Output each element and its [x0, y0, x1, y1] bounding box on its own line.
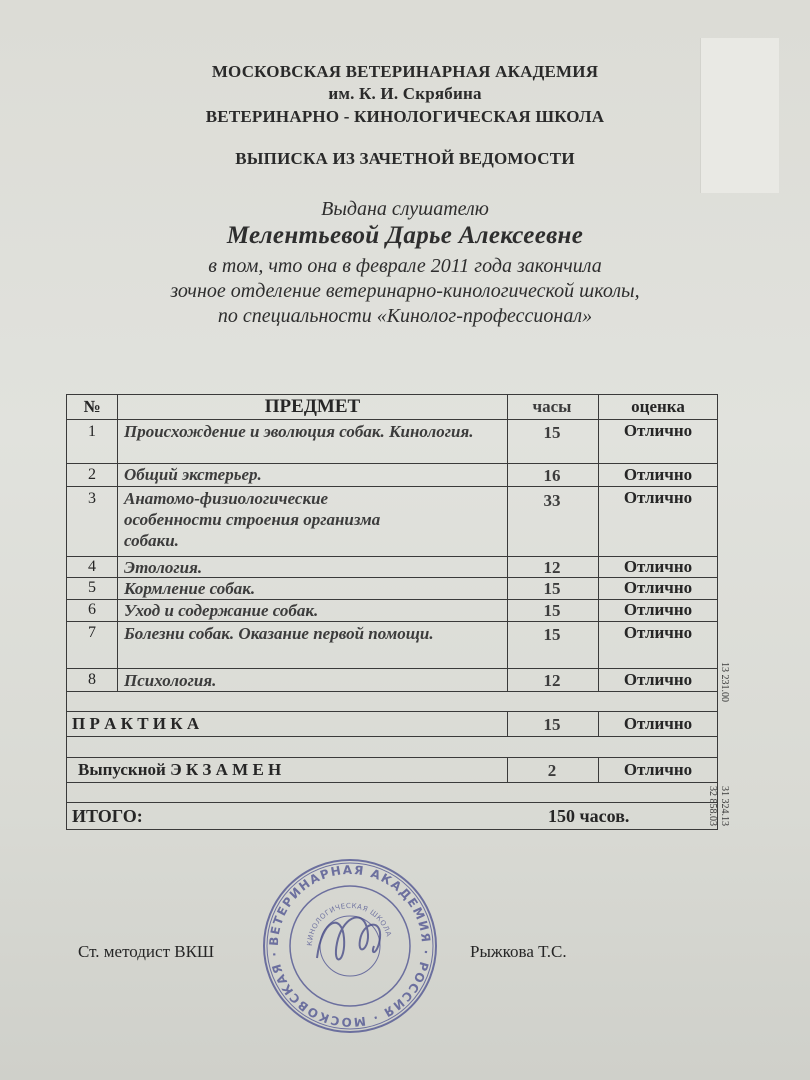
exam-label: Выпускной Э К З А М Е Н [78, 760, 282, 779]
row-6-num: 6 [88, 601, 96, 618]
exam-hours: 2 [547, 761, 557, 780]
row-4-num: 4 [88, 558, 96, 575]
side-note-b: 31 324.13 [719, 786, 730, 826]
row-1-grade: Отлично [623, 421, 693, 440]
academy-subtitle: им. К. И. Скрябина [328, 84, 482, 103]
row-6-grade: Отлично [623, 600, 693, 619]
seal-stamp [262, 858, 438, 1034]
row-4-subject: Этология. [124, 558, 203, 577]
row-5-subject: Кормление собак. [124, 579, 256, 598]
footer-position: Ст. методист ВКШ [78, 942, 215, 961]
document-title: ВЫПИСКА ИЗ ЗАЧЕТНОЙ ВЕДОМОСТИ [235, 149, 575, 168]
row-7-grade: Отлично [623, 623, 693, 642]
row-7-hours: 15 [543, 625, 561, 644]
row-7-num: 7 [88, 624, 96, 641]
row-2-hours: 16 [543, 466, 561, 485]
header-subject: ПРЕДМЕТ [264, 396, 361, 417]
side-note-a: 13 231.00 [719, 662, 730, 702]
row-2-subject: Общий экстерьер. [124, 465, 262, 484]
total-value: 150 часов. [548, 806, 630, 826]
row-8-hours: 12 [543, 671, 561, 690]
row-3-grade: Отлично [623, 488, 693, 507]
practice-hours: 15 [543, 715, 561, 734]
svg-text:ВЕТЕРИНАРНАЯ АКАДЕМИЯ · РОССИЯ: ВЕТЕРИНАРНАЯ АКАДЕМИЯ · РОССИЯ · МОСКОВСКАЯ · [266, 862, 434, 1030]
footer-signer: Рыжкова Т.С. [470, 942, 567, 961]
row-6-hours: 15 [543, 601, 561, 620]
row-2-grade: Отлично [623, 465, 693, 484]
row-6-subject: Уход и содержание собак. [124, 601, 319, 620]
school-name: ВЕТЕРИНАРНО - КИНОЛОГИЧЕСКАЯ ШКОЛА [205, 107, 605, 126]
row-5-hours: 15 [543, 579, 561, 598]
header-num: № [83, 397, 101, 416]
row-3-hours: 33 [543, 491, 561, 510]
intro-line-3: по специальности «Кинолог-профессионал» [217, 305, 593, 327]
header-hours: часы [532, 397, 572, 416]
row-4-hours: 12 [543, 558, 561, 577]
side-note-c: 32 858.03 [707, 786, 718, 826]
total-label: ИТОГО: [72, 806, 143, 826]
row-1-num: 1 [88, 423, 96, 440]
exam-grade: Отлично [623, 760, 693, 779]
row-8-num: 8 [88, 671, 96, 688]
row-1-subject: Происхождение и эволюция собак. Кинология. [124, 422, 474, 441]
svg-text:КИНОЛОГИЧЕСКАЯ ШКОЛА: КИНОЛОГИЧЕСКАЯ ШКОЛА [305, 901, 393, 947]
student-name: Мелентьевой Дарье Алексеевне [226, 222, 584, 249]
row-4-grade: Отлично [623, 557, 693, 576]
row-7-subject: Болезни собак. Оказание первой помощи. [124, 624, 434, 643]
row-8-grade: Отлично [623, 670, 693, 689]
intro-line-1: в том, что она в феврале 2011 года закончила [208, 255, 602, 277]
row-5-num: 5 [88, 579, 96, 596]
practice-label: П Р А К Т И К А [72, 714, 200, 733]
issued-to-label: Выдана слушателю [321, 198, 489, 220]
intro-line-2: зочное отделение ветеринарно-кинологической школы, [170, 280, 640, 302]
row-5-grade: Отлично [623, 578, 693, 597]
row-8-subject: Психология. [124, 671, 217, 690]
row-2-num: 2 [88, 466, 96, 483]
academy-name: МОСКОВСКАЯ ВЕТЕРИНАРНАЯ АКАДЕМИЯ [211, 62, 599, 81]
row-3-num: 3 [88, 490, 96, 507]
header-grade: оценка [631, 397, 685, 416]
row-1-hours: 15 [543, 423, 561, 442]
practice-grade: Отлично [623, 714, 693, 733]
row-3-subject: Анатомо-физиологические особенности строения организма собаки. [124, 489, 381, 550]
